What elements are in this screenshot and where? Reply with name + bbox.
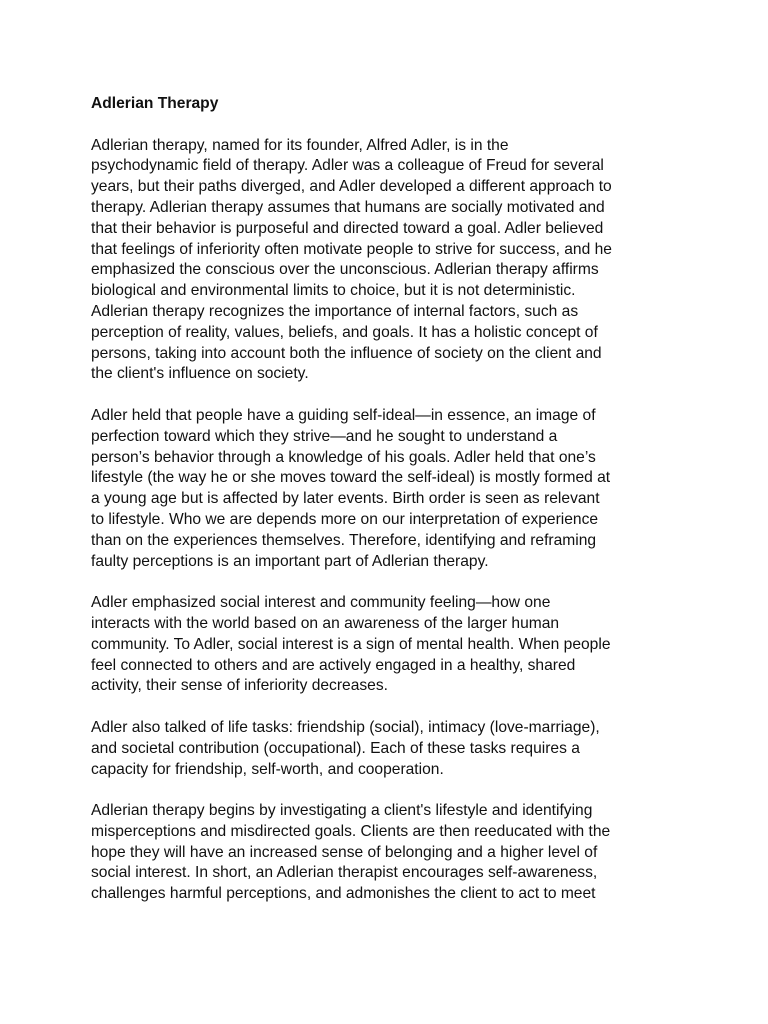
- text-line: emphasized the conscious over the unconscious. Adlerian therapy affirms: [91, 261, 599, 279]
- text-line: biological and environmental limits to choice, but it is not deterministic.: [91, 282, 576, 300]
- text-line: persons, taking into account both the influence of society on the client and: [91, 344, 602, 362]
- text-line: therapy. Adlerian therapy assumes that humans are socially motivated and: [91, 198, 605, 216]
- document-title: Adlerian Therapy: [91, 95, 219, 112]
- text-line: the client's influence on society.: [91, 365, 309, 383]
- text-line: that feelings of inferiority often motivate people to strive for success, and he: [91, 240, 612, 258]
- text-line: psychodynamic field of therapy. Adler was a colleague of Freud for several: [91, 157, 604, 175]
- text-line: Adlerian therapy, named for its founder, Alfred Adler, is in the: [91, 136, 509, 154]
- text-line: than on the experiences themselves. Therefore, identifying and reframing: [91, 531, 597, 549]
- text-line: hope they will have an increased sense of belonging and a higher level of: [91, 843, 598, 861]
- text-line: capacity for friendship, self-worth, and cooperation.: [91, 760, 444, 778]
- text-line: social interest. In short, an Adlerian therapist encourages self-awareness,: [91, 864, 598, 882]
- text-line: Adler emphasized social interest and community feeling—how one: [91, 594, 551, 612]
- text-line: person’s behavior through a knowledge of his goals. Adler held that one’s: [91, 448, 596, 466]
- text-line: misperceptions and misdirected goals. Clients are then reeducated with the: [91, 822, 611, 840]
- text-line: to lifestyle. Who we are depends more on our interpretation of experience: [91, 510, 599, 528]
- text-line: perfection toward which they strive—and he sought to understand a: [91, 427, 558, 445]
- text-line: Adlerian therapy recognizes the importance of internal factors, such as: [91, 302, 579, 320]
- text-line: lifestyle (the way he or she moves toward the self-ideal) is mostly formed at: [91, 469, 611, 487]
- document-body: [91, 94, 691, 926]
- paragraph-4: [91, 718, 691, 780]
- text-line: years, but their paths diverged, and Adler developed a different approach to: [91, 178, 612, 196]
- paragraph-3: [91, 593, 691, 697]
- text-line: faulty perceptions is an important part of Adlerian therapy.: [91, 552, 489, 570]
- text-line: Adler also talked of life tasks: friendship (social), intimacy (love-marriage),: [91, 718, 600, 736]
- text-line: activity, their sense of inferiority decreases.: [91, 677, 388, 695]
- paragraph-5: [91, 801, 691, 905]
- text-line: interacts with the world based on an awareness of the larger human: [91, 614, 560, 632]
- text-line: Adler held that people have a guiding self-ideal—in essence, an image of: [91, 406, 596, 424]
- text-line: and societal contribution (occupational). Each of these tasks requires a: [91, 739, 580, 757]
- text-line: that their behavior is purposeful and directed toward a goal. Adler believed: [91, 219, 604, 237]
- text-line: community. To Adler, social interest is a sign of mental health. When people: [91, 635, 611, 653]
- text-line: challenges harmful perceptions, and admonishes the client to act to meet: [91, 885, 596, 903]
- paragraph-1: [91, 136, 691, 386]
- text-line: feel connected to others and are actively engaged in a healthy, shared: [91, 656, 576, 674]
- text-line: Adlerian therapy begins by investigating a client's lifestyle and identifying: [91, 802, 593, 820]
- text-line: perception of reality, values, beliefs, and goals. It has a holistic concept of: [91, 323, 598, 341]
- text-line: a young age but is affected by later events. Birth order is seen as relevant: [91, 490, 600, 508]
- paragraph-2: [91, 406, 691, 572]
